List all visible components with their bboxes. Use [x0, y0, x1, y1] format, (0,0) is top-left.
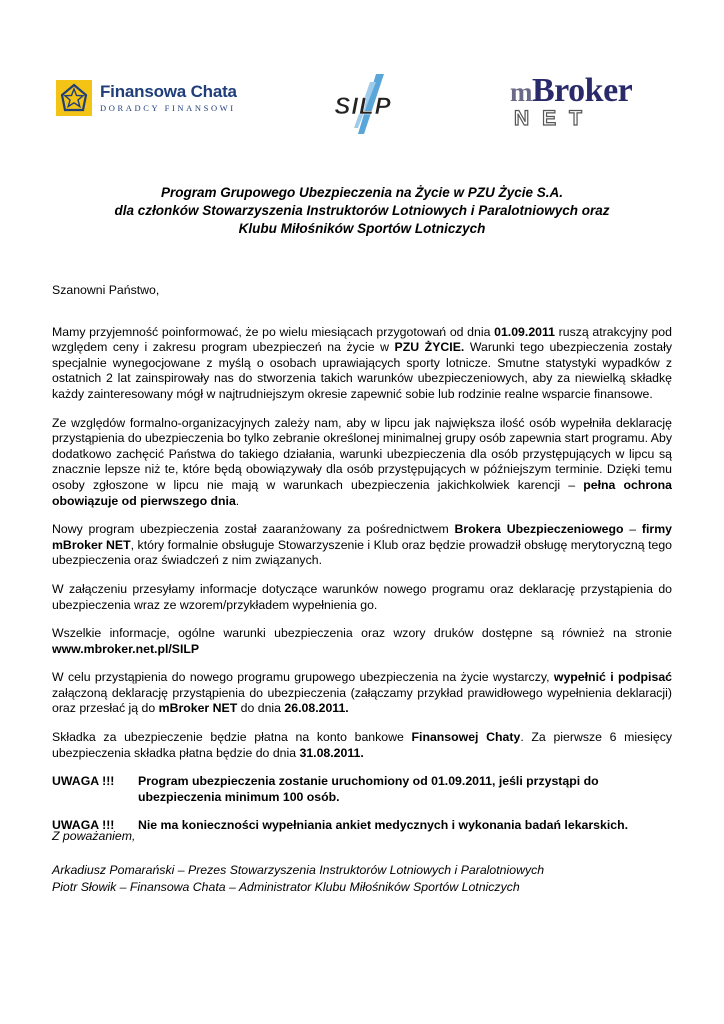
p7-bold: Finansowej Chaty: [411, 730, 521, 745]
closing-regards: Z poważaniem,: [52, 829, 136, 843]
warning-text: Program ubezpieczenia zostanie uruchomiony od 01.09.2011, jeśli przystąpi do ubezpieczenia minimum 100 osób.: [138, 774, 599, 804]
silp-text: SILP: [334, 93, 392, 120]
finansowa-chata-logo: [56, 80, 237, 116]
finansowa-chata-text: [100, 83, 237, 113]
signature-2: Piotr Słowik – Finansowa Chata – Administrator Klubu Miłośników Sportów Lotniczych: [52, 880, 520, 894]
warning-label: UWAGA !!!: [52, 818, 115, 833]
p1-text-a: Mamy przyjemność poinformować, że po wielu miesiącach przygotowań od dnia: [52, 324, 495, 339]
warning-label: UWAGA !!!: [52, 774, 115, 789]
p6-bold-1: wypełnić i podpisać: [553, 670, 672, 685]
website-link[interactable]: www.mbroker.net.pl/SILP: [52, 641, 200, 656]
p3-bold-1: Brokera Ubezpieczeniowego: [454, 522, 624, 537]
paragraph-intro: [52, 325, 672, 403]
signature-1: Arkadiusz Pomarański – Prezes Stowarzyszenia Instruktorów Lotniowych i Paralotniowych: [52, 863, 545, 877]
p1-text-b: ruszą atrakcyjny pod względem ceny i zakresu program ubezpieczeń na życie w: [52, 324, 672, 355]
paragraph-website: [52, 626, 672, 657]
p7-text-b: . Za pierwsze 6 miesięcy ubezpieczenia składka płatna będzie do dnia: [52, 730, 672, 760]
house-star-icon: [56, 80, 92, 116]
paragraph-how-to-join: [52, 670, 672, 717]
p2-bold: pełna ochrona obowiązuje od pierwszego dnia: [52, 477, 672, 508]
mbroker-wordmark: [510, 74, 670, 109]
p2-text-a: Ze względów formalno-organizacyjnych zależy nam, aby w lipcu jak największa ilość osób wypełniła deklarację przystąpienia do ubezpieczenia bo tylko zebranie określonej minimalnej grupy osób zapewnia start programu. Aby dodatkowo zachęcić Państwa do takiego działania, warunki ubezpieczenia dla osób przystępujących w lipcu są znacznie lepsze niż te, które będą obowiązywały dla osób przystępujących w późniejszym terminie. Dzięki temu osoby zgłoszone w lipcu nie mają w warunkach ubezpieczenia jakichkolwiek karencji –: [52, 415, 672, 492]
paragraph-premium: [52, 730, 672, 761]
title-line-1: Program Grupowego Ubezpieczenia na Życie w PZU Życie S.A.: [160, 185, 564, 200]
warning-text: Nie ma konieczności wypełniania ankiet medycznych i wykonania badań lekarskich.: [138, 818, 629, 833]
paragraph-july-conditions: [52, 416, 672, 510]
mbroker-net: NET: [514, 107, 595, 130]
finansowa-chata-name: Finansowa Chata: [100, 82, 237, 101]
finansowa-chata-subtitle: DORADCY FINANSOWI: [100, 103, 236, 113]
p7-deadline: 31.08.2011.: [299, 745, 364, 760]
p5-text-a: Wszelkie informacje, ogólne warunki ubezpieczenia oraz wzory druków dostępne są również na stronie: [52, 626, 672, 641]
p3-bold-2: firmy mBroker NET: [52, 522, 672, 552]
letter-body: [52, 283, 672, 834]
p2-text-b: .: [235, 493, 240, 508]
p6-text-a: W celu przystąpienia do nowego programu grupowego ubezpieczenia na życie wystarczy,: [52, 670, 554, 685]
paragraph-attachments: W załączeniu przesyłamy informacje dotyczące warunków nowego programu oraz deklarację przystąpienia do ubezpieczenia wraz ze wzorem/przykładem wypełnienia go.: [52, 581, 672, 612]
p1-start-date: 01.09.2011: [494, 324, 555, 339]
p6-text-c: do dnia: [237, 701, 285, 716]
p3-text-a: Nowy program ubezpieczenia został zaaranżowany za pośrednictwem: [52, 522, 455, 537]
p7-text-a: Składka za ubezpieczenie będzie płatna na konto bankowe: [52, 730, 412, 745]
logo-bar: [52, 68, 672, 128]
title-line-3: Klubu Miłośników Sportów Lotniczych: [238, 221, 486, 236]
p1-text-c: Warunki tego ubezpieczenia zostały specjalnie wynegocjowane z myślą o osobach uprawiających sporty lotnicze. Smutne statystyki wypadków z ostatnich 2 lat zainspirowały nas do stworzenia takich warunków ubezpieczeniowych, aby za niewielką składkę każdy zainteresowany mógł w najtrudniejszym okresie zapewnić sobie lub rodzinie realne wsparcie finansowe.: [52, 340, 672, 401]
p1-company: PZU ŻYCIE.: [394, 340, 465, 355]
p6-text-b: załączoną deklarację przystąpienia do ubezpieczenia (załączamy przykład prawidłowego wypełnienia deklaracji) oraz przesłać ją do: [52, 685, 672, 716]
p6-bold-2: mBroker NET: [158, 701, 238, 716]
silp-logo: [308, 72, 418, 136]
greeting: Szanowni Państwo,: [52, 283, 160, 297]
document-title: [52, 184, 672, 238]
p3-text-c: , który formalnie obsługuje Stowarzyszenie i Klub oraz będzie prowadził obsługę merytoryczną tego ubezpieczenia oraz świadczeń z nim związanych.: [52, 537, 672, 568]
p6-deadline: 26.08.2011.: [284, 701, 349, 716]
title-line-2: dla członków Stowarzyszenia Instruktorów Lotniowych i Paralotniowych oraz: [114, 203, 610, 218]
paragraph-broker: [52, 522, 672, 569]
warning-minimum-participants: [52, 774, 672, 805]
mbroker-logo: [510, 74, 670, 128]
p3-text-b: –: [623, 522, 642, 537]
mbroker-prefix: m: [510, 77, 532, 107]
mbroker-brand: Broker: [532, 72, 633, 109]
